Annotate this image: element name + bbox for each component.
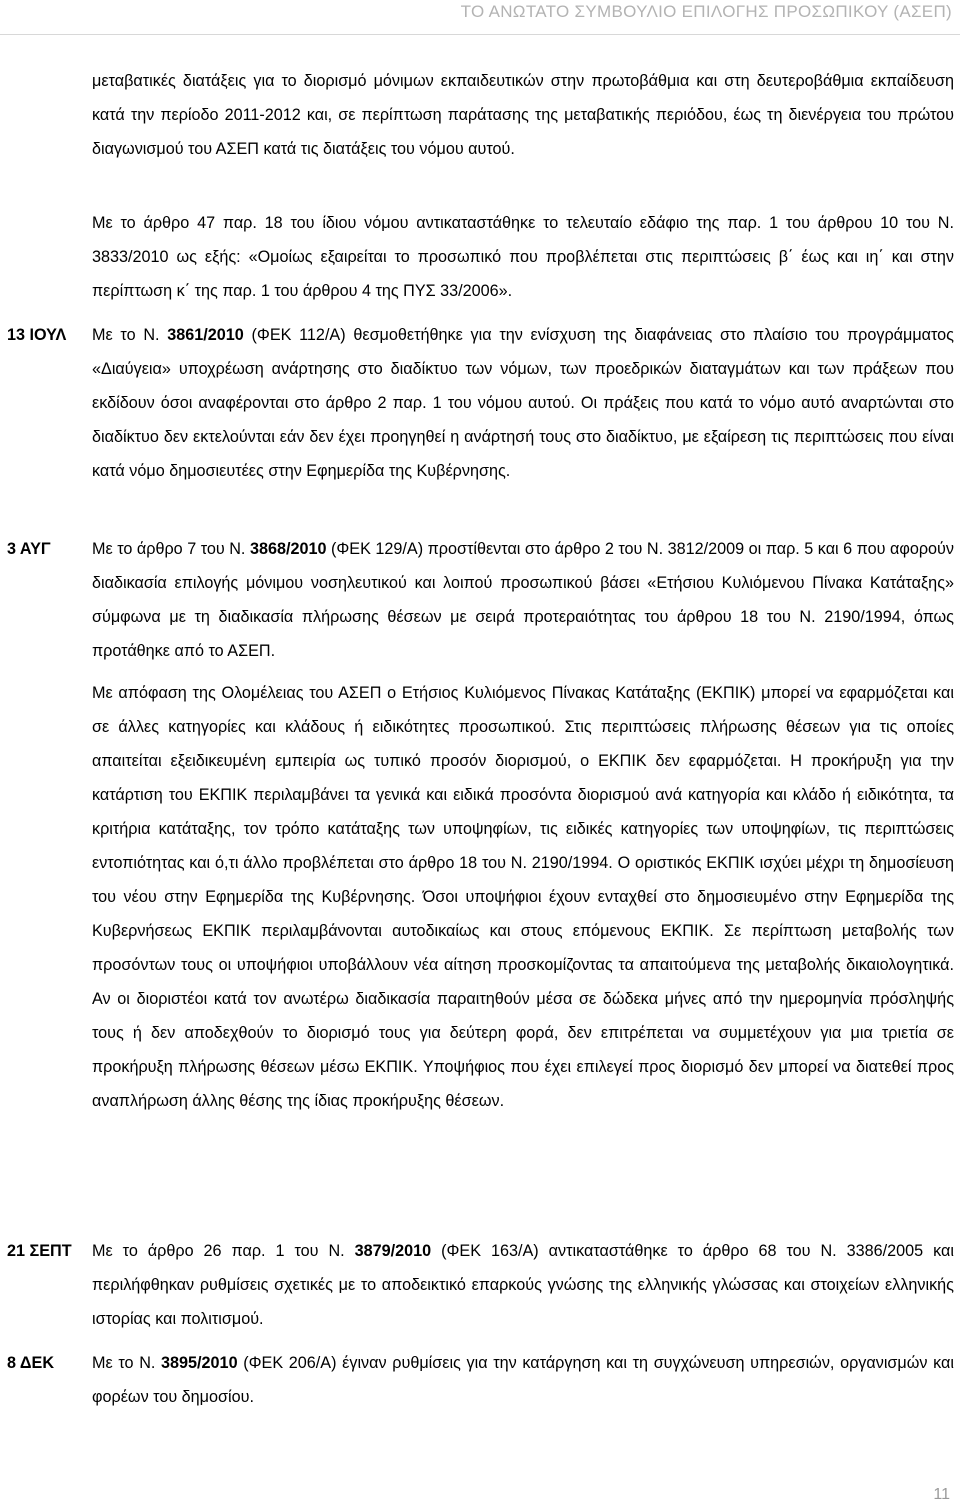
law-number: 3861/2010 [167,326,244,344]
text-segment: Με το Ν. [92,326,168,344]
header-title: ΤΟ ΑΝΩΤΑΤΟ ΣΥΜΒΟΥΛΙΟ ΕΠΙΛΟΓΗΣ ΠΡΟΣΩΠΙΚΟΥ (ΑΣΕΠ) [460,2,952,21]
date-label: 8 ΔΕΚ [7,1354,55,1372]
paragraph-law-3895 [92,1346,954,1414]
date-label: 21 ΣΕΠΤ [7,1242,72,1260]
text-segment: (ΦΕΚ 206/Α) έγιναν ρυθμίσεις για την κατάργηση και τη συγχώνευση υπηρεσιών, οργανισμών και φορέων του δημοσίου. [92,1354,954,1406]
header-divider [0,34,960,35]
text-segment: (ΦΕΚ 112/Α) θεσμοθετήθηκε για την ενίσχυση της διαφάνειας στο πλαίσιο του προγράμματος «Διαύγεια» υποχρέωση ανάρτησης στο διαδίκτυο των νόμων, των προεδρικών διαταγμάτων και των πράξεων που εκδίδουν όσοι αναφέρονται στο άρθρο 2 παρ. 1 του νόμου αυτού. Οι πράξεις που κατά το νόμο αυτό αναρτώνται στο διαδίκτυο δεν εκτελούνται εάν δεν έχει προηγηθεί η ανάρτησή τους στο διαδίκτυο, με εξαίρεση τις περιπτώσεις που είναι κατά νόμο δημοσιευτέες στην Εφημερίδα της Κυβέρνησης. [92,326,954,480]
page-number: 11 [933,1486,950,1503]
text-segment: (ΦΕΚ 129/Α) προστίθενται στο άρθρο 2 του Ν. 3812/2009 οι παρ. 5 και 6 που αφορούν διαδικασία επιλογής μόνιμου νοσηλευτικού και λοιπού προσωπικού βάσει «Ετήσιου Κυλιόμενου Πίνακα Κατάταξης» σύμφωνα με τη διαδικασία πλήρωσης θέσεων με σειρά προτεραιότητας του άρθρου 18 του Ν. 2190/1994, όπως προτάθηκε από το ΑΣΕΠ. [92,540,954,660]
law-number: 3895/2010 [161,1354,238,1372]
law-number: 3868/2010 [249,540,327,558]
text-segment: Με το άρθρο 7 του Ν. [92,540,250,558]
paragraph-law-3879 [92,1234,954,1336]
paragraph-law-3868 [92,532,954,668]
text-segment: (ΦΕΚ 163/Α) αντικαταστάθηκε το άρθρο 68 του Ν. 3386/2005 και περιλήφθηκαν ρυθμίσεις σχετικές με το αποδεικτικό επαρκούς γνώσης της ελληνικής γλώσσας και στοιχείων ελληνικής ιστορίας και πολιτισμού. [92,1242,954,1328]
paragraph-law-3861 [92,318,954,488]
text-segment: Με το άρθρο 26 παρ. 1 του Ν. [92,1242,355,1260]
paragraph-article-47: Με το άρθρο 47 παρ. 18 του ίδιου νόμου αντικαταστάθηκε το τελευταίο εδάφιο της παρ. 1 του άρθρου 10 του Ν. 3833/2010 ως εξής: «Ομοίως εξαιρείται το προσωπικό που προβλέπεται στις περιπτώσεις β΄ έως και ιη΄ και στην περίπτωση κ΄ της παρ. 1 του άρθρου 4 της ΠΥΣ 33/2006». [92,214,954,300]
text-segment: Με το Ν. [92,1354,162,1372]
law-number: 3879/2010 [354,1242,432,1260]
date-label: 13 ΙΟΥΛ [7,326,67,344]
paragraph-transitional-provisions: μεταβατικές διατάξεις για το διορισμό μόνιμων εκπαιδευτικών στην πρωτοβάθμια και στη δευτεροβάθμια εκπαίδευση κατά την περίοδο 2011-2012 και, σε περίπτωση παράτασης της μεταβατικής περιόδου, έως τη διενέργεια του πρώτου διαγωνισμού του ΑΣΕΠ κατά τις διατάξεις του νόμου αυτού. [92,72,954,158]
date-label: 3 ΑΥΓ [7,540,51,558]
paragraph-ekpik: Με απόφαση της Ολομέλειας του ΑΣΕΠ ο Ετήσιος Κυλιόμενος Πίνακας Κατάταξης (ΕΚΠΙΚ) μπορεί να εφαρμόζεται και σε άλλες κατηγορίες και κλάδους ή ειδικότητες προσωπικού. Στις περιπτώσεις πλήρωσης θέσεων για τις οποίες απαιτείται εξειδικευμένη εμπειρία ως τυπικό προσόν διορισμού, ο ΕΚΠΙΚ δεν εφαρμόζεται. Η προκήρυξη για την κατάρτιση του ΕΚΠΙΚ περιλαμβάνει τα γενικά και ειδικά προσόντα διορισμού ανά κατηγορία και κλάδο ή ειδικότητα, τα κριτήρια κατάταξης, τον τρόπο κατάταξης των υποψηφίων, τις ειδικές κατηγορίες των υποψηφίων, τις περιπτώσεις εντοπιότητας και ό,τι άλλο προβλέπεται στο άρθρο 18 του Ν. 2190/1994. Ο οριστικός ΕΚΠΙΚ ισχύει μέχρι τη δημοσίευση του νέου στην Εφημερίδα της Κυβέρνησης. Όσοι υποψήφιοι έχουν ενταχθεί στο δημοσιευμένο στην Εφημερίδα της Κυβερνήσεως ΕΚΠΙΚ περιλαμβάνονται αυτοδικαίως και στους επόμενους ΕΚΠΙΚ. Σε περίπτωση μεταβολής των προσόντων τους οι υποψήφιοι υποβάλλουν νέα αίτηση προσκομίζοντας τα απαιτούμενα της μεταβολής δικαιολογητικά. Αν οι διοριστέοι κατά τον ανωτέρω διαδικασία παραιτηθούν μέσα σε δώδεκα μήνες από την ημερομηνία πρόσληψής τους ή δεν αποδεχθούν το διορισμό τους για δεύτερη φορά, δεν επιτρέπεται να συμμετέχουν για μια τριετία σε προκήρυξη πλήρωσης θέσεων μέσω ΕΚΠΙΚ. Υποψήφιος που έχει επιλεγεί προς διορισμό δεν μπορεί να διατεθεί προς αναπλήρωση άλλης θέσης της ίδιας προκήρυξης θέσεων. [92,684,954,1110]
